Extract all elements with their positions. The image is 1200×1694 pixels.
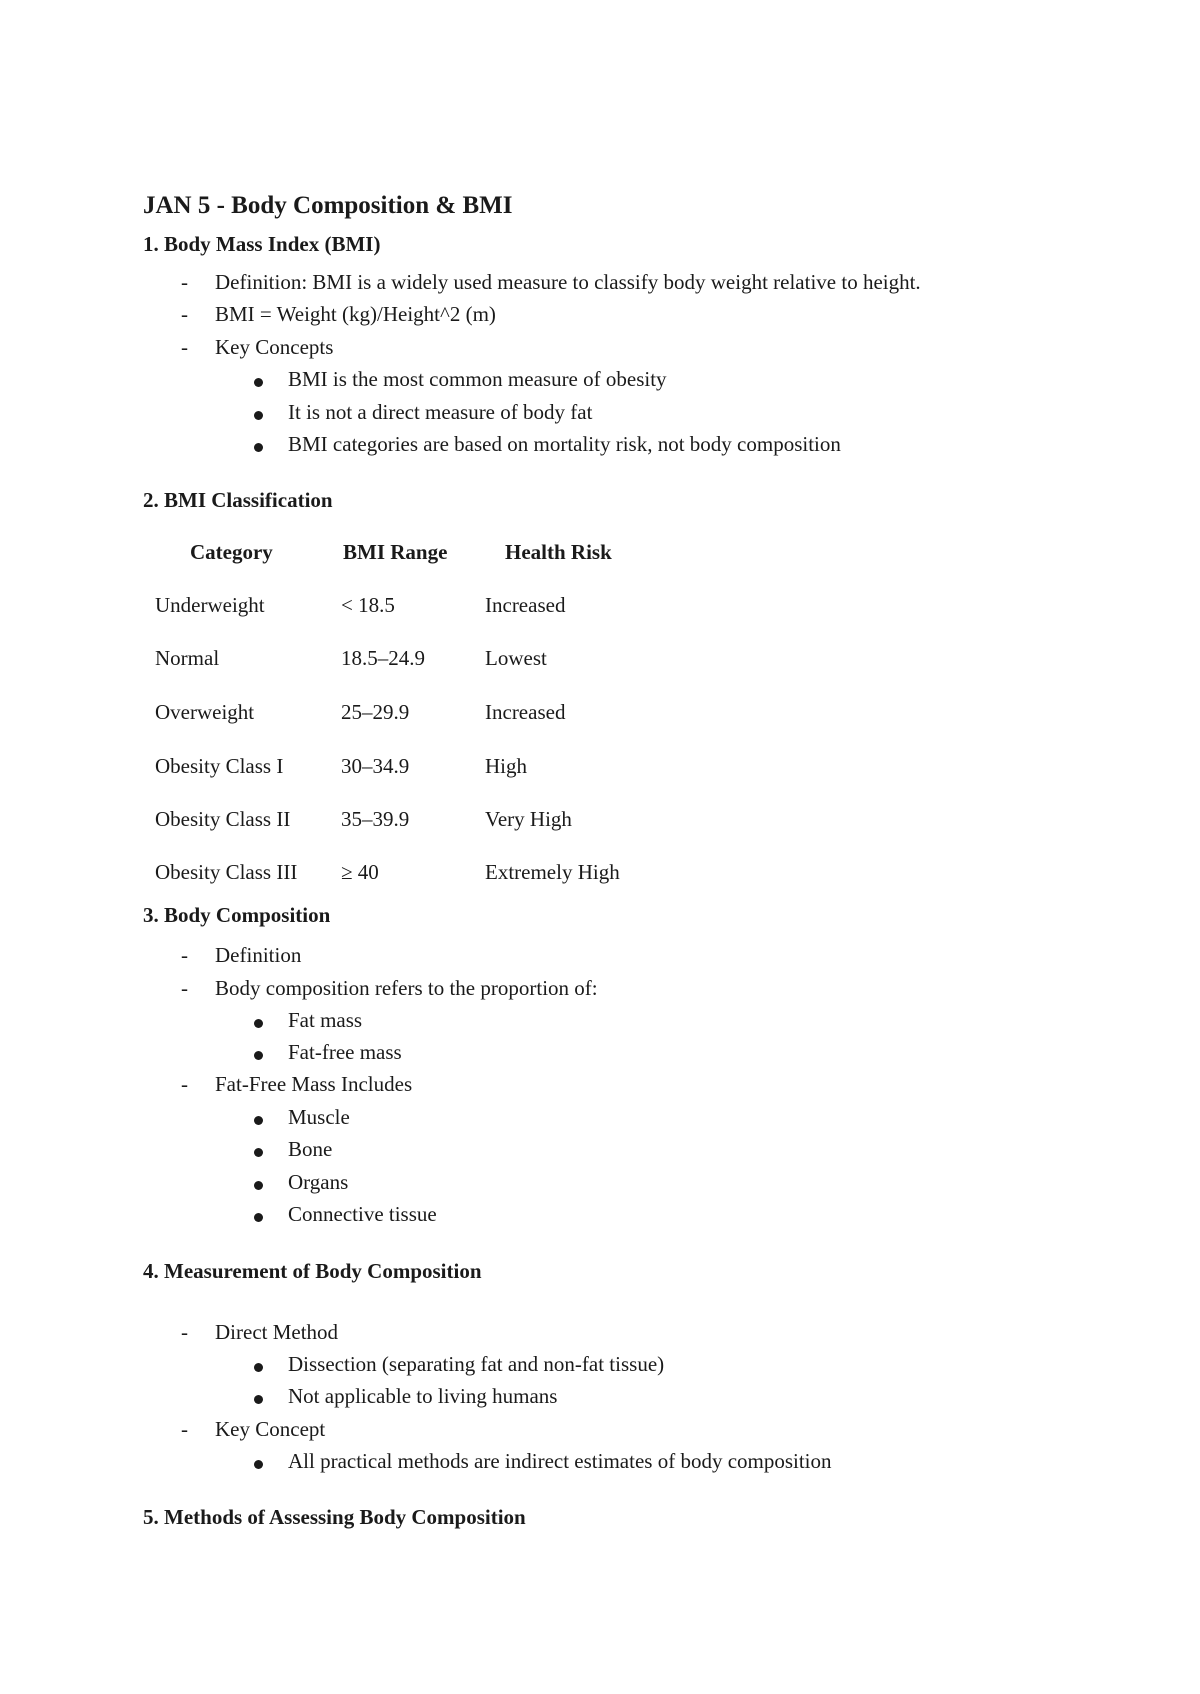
table-cell: High [485,754,527,778]
list-item: Muscle [288,1105,350,1129]
list-item: It is not a direct measure of body fat [288,400,593,424]
page-title: JAN 5 - Body Composition & BMI [143,192,513,219]
table-header-health-risk: Health Risk [505,540,612,564]
list-item: Definition: BMI is a widely used measure to classify body weight relative to height. [215,270,921,294]
bullet-icon [254,1460,263,1469]
list-item: Dissection (separating fat and non-fat tissue) [288,1352,665,1376]
table-cell: Obesity Class III [155,860,298,884]
table-cell: ≥ 40 [341,860,379,884]
table-cell: Obesity Class II [155,807,291,831]
list-item: Definition [215,943,302,967]
dash-marker: - [181,270,188,294]
table-cell: Obesity Class I [155,754,284,778]
list-item: Not applicable to living humans [288,1384,558,1408]
list-item: Key Concepts [215,335,334,359]
table-cell: 25–29.9 [341,700,410,724]
table-cell: < 18.5 [341,593,395,617]
bullet-icon [254,1051,263,1060]
bullet-icon [254,1181,263,1190]
section-heading-measurement: 4. Measurement of Body Composition [143,1259,482,1283]
list-item: Key Concept [215,1417,326,1441]
table-cell: Increased [485,593,566,617]
list-item: Organs [288,1170,349,1194]
dash-marker: - [181,943,188,967]
section-heading-bmi: 1. Body Mass Index (BMI) [143,232,381,256]
bullet-icon [254,1019,263,1028]
list-item: Fat mass [288,1008,363,1032]
table-cell: 35–39.9 [341,807,410,831]
table-header-bmi-range: BMI Range [343,540,448,564]
bullet-icon [254,1395,263,1404]
bullet-icon [254,443,263,452]
dash-marker: - [181,1072,188,1096]
table-cell: Extremely High [485,860,620,884]
dash-marker: - [181,976,188,1000]
bullet-icon [254,1116,263,1125]
bullet-icon [254,1363,263,1372]
list-item: Direct Method [215,1320,339,1344]
list-item: Fat-Free Mass Includes [215,1072,413,1096]
table-cell: Lowest [485,646,547,670]
bullet-icon [254,1213,263,1222]
list-item: Bone [288,1137,333,1161]
table-cell: 18.5–24.9 [341,646,425,670]
bullet-icon [254,411,263,420]
list-item: Body composition refers to the proportion of: [215,976,598,1000]
dash-marker: - [181,335,188,359]
list-item: BMI is the most common measure of obesity [288,367,667,391]
table-cell: Increased [485,700,566,724]
table-header-category: Category [190,540,273,564]
table-cell: Underweight [155,593,265,617]
section-heading-methods: 5. Methods of Assessing Body Composition [143,1505,526,1529]
list-item: BMI categories are based on mortality risk, not body composition [288,432,841,456]
list-item: All practical methods are indirect estimates of body composition [288,1449,832,1473]
list-item: Connective tissue [288,1202,437,1226]
dash-marker: - [181,1417,188,1441]
bullet-icon [254,378,263,387]
dash-marker: - [181,1320,188,1344]
bullet-icon [254,1148,263,1157]
table-cell: Very High [485,807,572,831]
dash-marker: - [181,302,188,326]
list-item: Fat-free mass [288,1040,402,1064]
table-cell: Overweight [155,700,255,724]
table-cell: Normal [155,646,220,670]
section-heading-body-composition: 3. Body Composition [143,903,331,927]
list-item: BMI = Weight (kg)/Height^2 (m) [215,302,496,326]
table-cell: 30–34.9 [341,754,410,778]
section-heading-classification: 2. BMI Classification [143,488,333,512]
